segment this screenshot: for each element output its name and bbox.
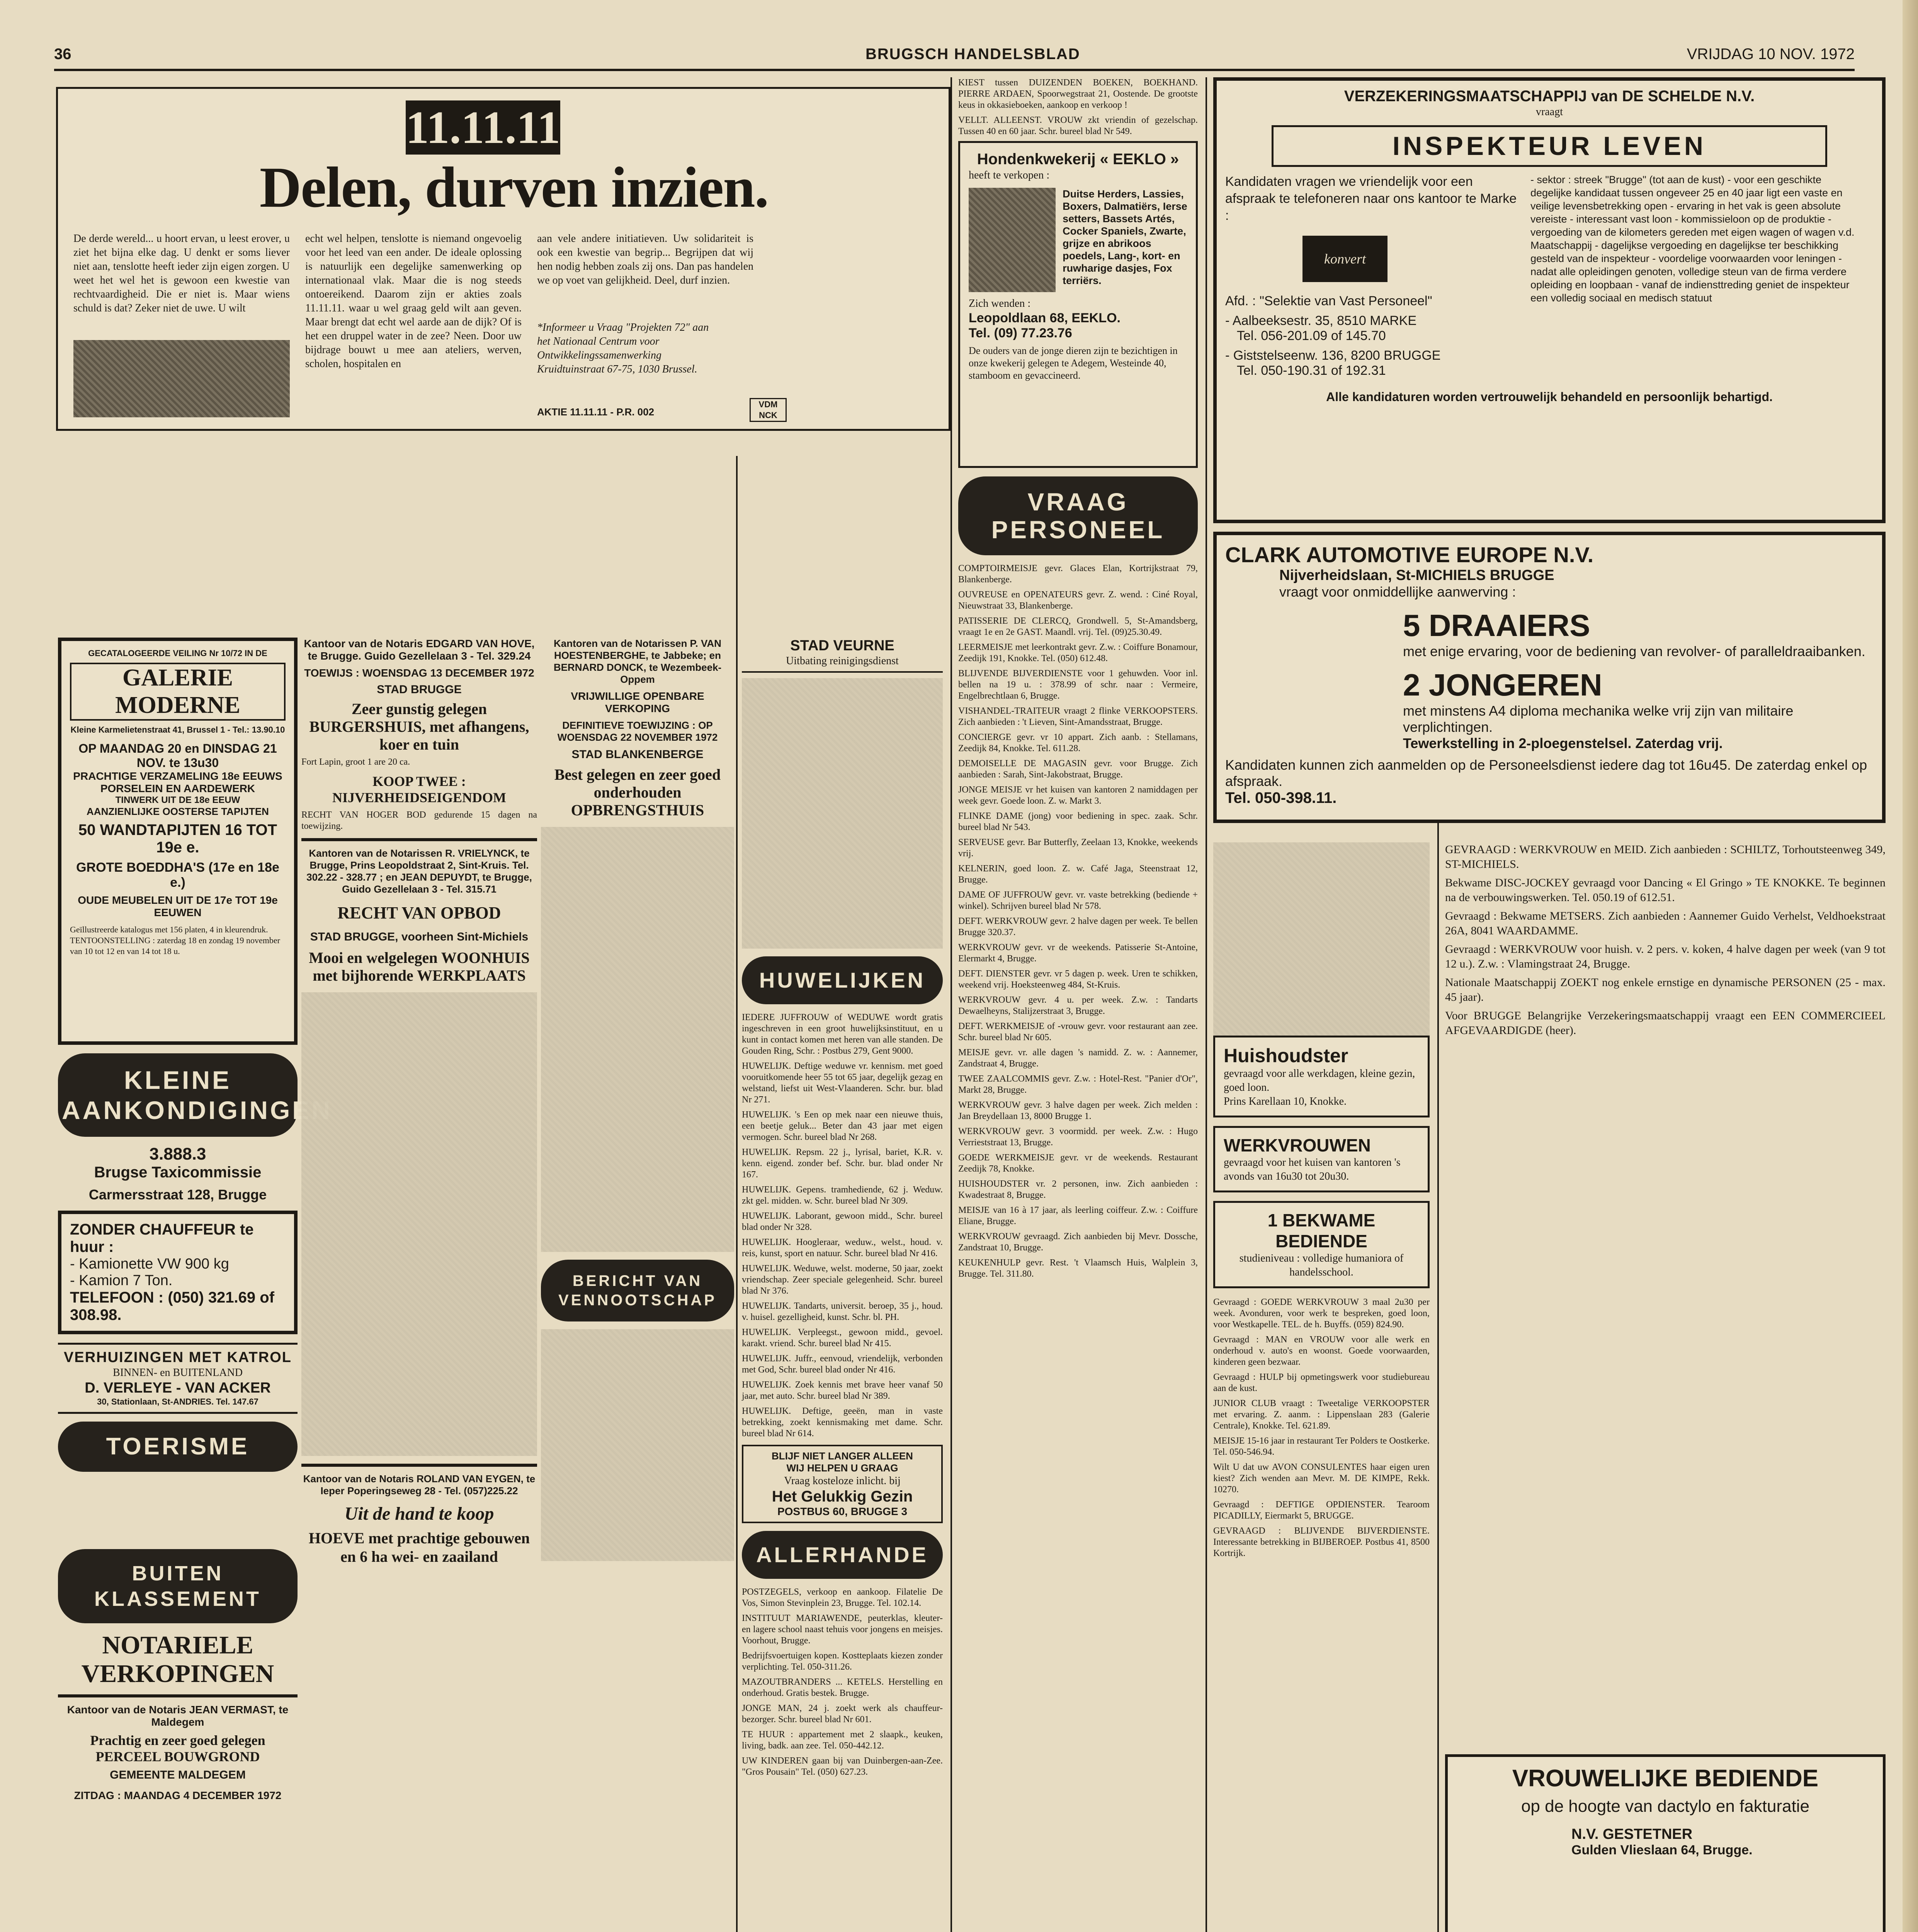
clark-footer: Kandidaten kunnen zich aanmelden op de Personeelsdienst iedere dag tot 16u45. De zaterdag enkel op afspraak.	[1225, 757, 1867, 789]
marriage-classified: HUWELIJK. Tandarts, universit. beroep, 35 j., houd. v. huisel. gezelligheid, kunst. Schr. bl. PH.	[742, 1301, 943, 1322]
clark-job-1: 5 DRAAIERS	[1403, 608, 1590, 643]
gelukkig-gezin-ad	[742, 1445, 943, 1523]
classified-item: WERKVROUW gevraagd. Zich aanbieden bij Mevr. Dossche, Zandstraat 10, Brugge.	[958, 1231, 1198, 1253]
misc-classified: JONGE MAN, 24 j. zoekt werk als chauffeur-bezorger. Schr. bureel blad Nr 601.	[742, 1703, 943, 1725]
classified-item: KEUKENHULP gevr. Rest. 't Vlaamsch Huis, Walplein 3, Brugge. Tel. 311.80.	[958, 1258, 1198, 1279]
section-banner-toerisme: TOERISME	[58, 1422, 298, 1472]
marriage-classified: HUWELIJK. Verpleegst., gewoon midd., gevoel. karakt. vriend. Schr. bureel blad Nr 415.	[742, 1327, 943, 1349]
galerie-line-8: OUDE MEUBELEN UIT DE 17e TOT 19e EEUWEN	[78, 894, 278, 918]
verhuizing-ad	[58, 1343, 298, 1414]
notary-industrial: KOOP TWEE : NIJVERHEIDSEIGENDOM	[332, 774, 507, 805]
galerie-moderne-ad	[58, 638, 298, 1045]
classified-item: SERVEUSE gevr. Bar Butterfly, Zeelaan 13, Knokke, weekends vrij.	[958, 837, 1198, 859]
galerie-line-4: TINWERK UIT DE 18e EEUW	[115, 795, 240, 805]
right-ad: Gevraagd : DEFTIGE OPDIENSTER. Tearoom PICADILLY, Eiermarkt 5, BRUGGE.	[1213, 1500, 1430, 1521]
taxi-number: 3.888.3	[149, 1145, 206, 1163]
schelde-footer: Alle kandidaturen worden vertrouwelijk behandeld en persoonlijk behartigd.	[1326, 390, 1773, 404]
feature-info: *Informeer u Vraag "Projekten 72" aan het Nationaal Centrum voor Ontwikkelingssamenwerking Kruidtuinstraat 67-75, 1030 Brussel.	[537, 321, 709, 375]
feature-text-col-2: echt wel helpen, tenslotte is niemand ongevoelig voor het leed van een ander. De ideale oplossing is natuurlijk een degelijke samenwerking op internationaal vlak. Maar die is nog steeds ontoereikend. Daarom zijn er akties zoals 11.11.11. waar u wel graag geld wilt aan geven. Maar brengt dat echt wel aarde aan de dijk? Of is het een druppel water in de zee? Neen. Door uw bijdrage bouwt u mee aan ateliers, werven, scholen, hospitalen en	[305, 233, 522, 370]
column-rule	[950, 77, 952, 1932]
misc-classified: MAZOUTBRANDERS ... KETELS. Herstelling en onderhoud. Gratis bestek. Brugge.	[742, 1677, 943, 1698]
gelukkig-name: Het Gelukkig Gezin	[772, 1488, 913, 1505]
gelukkig-line-1: BLIJF NIET LANGER ALLEEN	[772, 1450, 913, 1462]
werkvrouwen-title: WERKVROUWEN	[1224, 1135, 1371, 1155]
page-number: 36	[54, 46, 71, 63]
eeklo-breeds: Duitse Herders, Lassies, Boxers, Dalmatiërs, Ierse setters, Bassets Artés, Cocker Spaniels, Zwarte, grijze en abrikoos poedels, Lang-, kort- en ruwharige dasjes, Fox terriërs.	[1063, 188, 1187, 286]
galerie-line-1: OP MAANDAG 20 en DINSDAG 21 NOV. te 13u30	[78, 742, 277, 770]
schelde-phone-1: Tel. 056-201.09 of 145.70	[1237, 328, 1386, 343]
feature-text-col-3: aan vele andere initiatieven. Uw solidariteit is ook een kwestie van begrip... Begrijpen dat wij hen nodig hebben zoals zij ons. Dan pas handelen we op voet van gelijkheid. Deel, durf inzien.	[537, 233, 753, 286]
classified-item: LEERMEISJE met leerkontrakt gevr. Z.w. : Coiffure Bonamour, Zeedijk 191, Knokke. Tel. (050) 612.48.	[958, 642, 1198, 663]
galerie-top: GECATALOGEERDE VEILING Nr 10/72 IN DE	[88, 648, 267, 658]
eeklo-phone: Tel. (09) 77.23.76	[969, 326, 1072, 340]
vrouwelijke-bediende-text: op de hoogte van dactylo en fakturatie	[1521, 1797, 1810, 1816]
notary-blankenberge: STAD BLANKENBERGE	[571, 748, 704, 761]
clark-automotive-ad	[1213, 532, 1886, 823]
marriage-classified: HUWELIJK. Repsm. 22 j., lyrisal, bariet, K.R. v. kenn. eigend. zonder bef. Schr. bur. blad onder Nr 167.	[742, 1147, 943, 1180]
right-ad: GEVRAAGD : WERKVROUW en MEID. Zich aanbieden : SCHILTZ, Torhoutsteenweg 349, ST-MICHIELS.	[1445, 843, 1886, 871]
vrouwelijke-bediende-ad	[1445, 1754, 1886, 1932]
marriage-classified: HUWELIJK. 's Een op mek naar een nieuwe thuis, een beetje geluk... Beter dan 43 jaar met eigen vermogen. Schr. bureel blad Nr 268.	[742, 1110, 943, 1142]
notariele-verkopingen-title: NOTARIELE VERKOPINGEN	[81, 1631, 274, 1688]
notary-hoeve: HOEVE met prachtige gebouwen en 6 ha wei- en zaailand	[308, 1529, 530, 1565]
column-right-b	[1445, 842, 1886, 1190]
right-ad: Bekwame DISC-JOCKEY gevraagd voor Dancing « El Gringo » TE KNOKKE. Te beginnen na de verbouwingswerken. Tel. 050.19 of 612.51.	[1445, 876, 1886, 904]
classified-vellt: VELLT. ALLEENST. VROUW zkt vriendin of gezelschap. Tussen 40 en 60 jaar. Schr. bureel blad Nr 549.	[958, 115, 1198, 136]
notary-vrielynck: Kantoren van de Notarissen R. VRIELYNCK, te Brugge, Prins Leopoldstraat 2, Sint-Kruis. Tel. 302.22 - 328.77 ; en JEAN DEPUYDT, te Brugge, Guido Gezellelaan 3 - Tel. 315.71	[306, 847, 532, 895]
classified-item: CONCIERGE gevr. vr 10 appart. Zich aanb. : Stellamans, Zeedijk 84, Knokke. Tel. 611.28.	[958, 732, 1198, 753]
notary-van-hove: Kantoor van de Notaris EDGARD VAN HOVE, te Brugge. Guido Gezellelaan 3 - Tel. 329.24	[304, 638, 535, 662]
clark-job-2: 2 JONGEREN	[1403, 668, 1602, 702]
stad-veurne-fine-print	[742, 678, 943, 949]
column-notaries	[301, 638, 537, 1932]
gestetner-address: Gulden Vlieslaan 64, Brugge.	[1571, 1843, 1753, 1857]
notary-definitieve: DEFINITIEVE TOEWIJZING : OP WOENSDAG 22 NOVEMBER 1972	[557, 719, 718, 743]
column-right-a	[1213, 842, 1430, 1932]
section-banner-buiten-klassement: BUITEN KLASSEMENT	[58, 1549, 298, 1623]
notary-vrijwillige: VRIJWILLIGE OPENBARE VERKOPING	[571, 690, 704, 714]
classified-item: VISHANDEL-TRAITEUR vraagt 2 flinke VERKOOPSTERS. Zich aanbieden : 't Lieven, Sint-Amandsstraat, Brugge.	[958, 706, 1198, 727]
marriage-classified: HUWELIJK. Hoogleraar, weduw., welst., houd. v. reis, kunst, sport en natuur. Schr. bureel blad Nr 416.	[742, 1237, 943, 1259]
stad-veurne-title: STAD VEURNE	[790, 638, 894, 654]
right-ad: Gevraagd : MAN en VROUW voor alle werk en onderhoud v. auto's en woonst. Goede voorwaarden, kinderen geen bezwaar.	[1213, 1335, 1430, 1367]
notary-session-date: ZITDAG : MAANDAG 4 DECEMBER 1972	[74, 1789, 282, 1801]
notary-city: STAD BRUGGE	[377, 683, 462, 696]
notary-fine-print	[541, 827, 734, 1252]
schelde-job-title: INSPEKTEUR LEVEN	[1272, 125, 1827, 167]
column-rule	[1206, 77, 1207, 1932]
werkvrouwen-ad	[1213, 1126, 1430, 1192]
classified-item: PATISSERIE DE CLERCQ, Grondwell. 5, St-Amandsberg, vraagt 1e en 2e GAST. Maandl. vrij. Tel. (09)25.30.49.	[958, 616, 1198, 637]
newspaper-title: BRUGSCH HANDELSBLAD	[865, 46, 1080, 63]
classified-item: WERKVROUW gevr. 3 voormidd. per week. Z.w. : Hugo Verrieststraat 13, Brugge.	[958, 1126, 1198, 1148]
clark-job-2-text: met minstens A4 diploma mechanika welke vrij zijn van militaire verplichtingen.	[1403, 703, 1794, 735]
galerie-line-6: 50 WANDTAPIJTEN 16 TOT 19e e.	[78, 821, 277, 856]
schelde-vraagt: vraagt	[1536, 106, 1563, 118]
center-subcolumn-b	[742, 638, 943, 1782]
classified-item: KELNERIN, goed loon. Z. w. Café Jaga, Steenstraat 12, Brugge.	[958, 864, 1198, 885]
huishoudster-text: gevraagd voor alle werkdagen, kleine gezin, goed loon.	[1224, 1068, 1415, 1094]
taxi-name: Brugse Taxicommissie	[94, 1164, 262, 1181]
classified-item: DEFT. DIENSTER gevr. vr 5 dagen p. week. Uren te schikken, weekend vrij. Hoeksteenweg 484, St-Kruis.	[958, 969, 1198, 990]
feature-code: AKTIE 11.11.11 - P.R. 002	[537, 406, 655, 418]
misc-classified: POSTZEGELS, verkoop en aankoop. Filatelie De Vos, Simon Stevinplein 23, Brugge. Tel. 102.14.	[742, 1587, 943, 1608]
misc-classified: Bedrijfsvoertuigen kopen. Kostteplaats kiezen zonder verplichting. Tel. 050-311.26.	[742, 1651, 943, 1672]
classified-item: WERKVROUW gevr. vr de weekends. Patisserie St-Antoine, Elermarkt 4, Brugge.	[958, 942, 1198, 964]
misc-classified: UW KINDEREN gaan bij van Duinbergen-aan-Zee. "Gros Pousain" Tel. (050) 627.23.	[742, 1756, 943, 1777]
notary-uit-de-hand: Uit de hand te koop	[344, 1503, 494, 1524]
eeklo-footer: De ouders van de jonge dieren zijn te bezichtigen in onze kwekerij gelegen te Adegem, Westeinde 40, stamboom en gevaccineerd.	[969, 345, 1178, 381]
schelde-intro: Kandidaten vragen we vriendelijk voor een afspraak te telefoneren naar ons kantoor te Marke :	[1225, 174, 1517, 223]
feature-photo-children	[73, 340, 290, 417]
right-ad: MEISJE 15-16 jaar in restaurant Ter Polders te Oostkerke. Tel. 050-546.94.	[1213, 1436, 1430, 1457]
classified-item: DEFT. WERKVROUW gevr. 2 halve dagen per week. Te bellen Brugge 320.37.	[958, 916, 1198, 937]
classified-item: DEMOISELLE DE MAGASIN gevr. voor Brugge. Zich aanbieden : Sarah, Sint-Jakobstraat, Brugge.	[958, 759, 1198, 780]
company-notice-fine-print	[541, 1329, 734, 1561]
classified-item: COMPTOIRMEISJE gevr. Glaces Elan, Kortrijkstraat 79, Blankenberge.	[958, 563, 1198, 585]
page-fold-shadow	[1903, 0, 1918, 1932]
notary-sale-date: TOEWIJS : WOENSDAG 13 DECEMBER 1972	[304, 667, 534, 679]
classified-item: MEISJE van 16 à 17 jaar, als leerling coiffeur. Z.w. : Coiffure Eliane, Brugge.	[958, 1205, 1198, 1226]
notary-lot: Fort Lapin, groot 1 are 20 ca.	[301, 757, 410, 767]
issue-date: VRIJDAG 10 NOV. 1972	[1687, 46, 1855, 63]
chauffeur-line-1: ZONDER CHAUFFEUR te huur :	[70, 1221, 254, 1255]
vrouwelijke-bediende-title: VROUWELIJKE BEDIENDE	[1512, 1765, 1819, 1792]
schelde-conditions: - sektor : streek "Brugge" (tot aan de kust) - voor een geschikte degelijke kandidaat tussen ongeveer 25 en 40 jaar ligt een vaste en veilige levensbetrekking open - ervaring in het vak is geen absolute vereiste - interessant vast loon - kommissieloon op de produktie - vergoeding van de kilometers gereden met eigen wagen of wagen v.d. Maatschappij - dagelijkse vergoeding en dagelijkse ter beschikking gesteld van de inspekteur - voordelige voorwaarden voor leningen - nadat alle opleidingen genoten, volledige steun van de firma verdere opleiding en loopbaan - vanaf de indiensttreding geniet de inspekteur een volledig sociaal en medisch statuut	[1530, 174, 1855, 304]
huishoudster-address: Prins Karellaan 10, Knokke.	[1224, 1095, 1347, 1107]
verhuizing-sub: BINNEN- en BUITENLAND	[113, 1367, 243, 1379]
classifieds-fine-print	[1213, 842, 1430, 1036]
notary-woonhuis: Mooi en welgelegen WOONHUIS met bijhorende WERKPLAATS	[309, 949, 530, 984]
eeklo-address: Leopoldlaan 68, EEKLO.	[969, 311, 1121, 325]
right-ad: JUNIOR CLUB vraagt : Tweetalige VERKOOPSTER met ervaring. Z. aanm. : Lippenslaan 283 (Galerie Centrale), Knokke. Tel. 621.89.	[1213, 1398, 1430, 1431]
konvert-logo: konvert	[1302, 236, 1387, 282]
classified-item: FLINKE DAME (jong) voor bediening in spec. zaak. Schr. bureel blad Nr 543.	[958, 811, 1198, 832]
classified-item: OUVREUSE en OPENATEURS gevr. Z. wend. : Ciné Royal, Nieuwstraat 33, Blankenberge.	[958, 590, 1198, 611]
section-divider	[58, 1694, 298, 1697]
schelde-department: Afd. : "Selektie van Vast Personeel"	[1225, 294, 1432, 308]
clark-job-1-text: met enige ervaring, voor de bediening van revolver- of paralleldraaibanken.	[1403, 643, 1865, 659]
right-ad: GEVRAAGD : BLIJVENDE BIJVERDIENSTE. Interessante betrekking in BIJBEROEP. Postbus 41, 8500 Kortrijk.	[1213, 1526, 1430, 1558]
right-ad: Gevraagd : GOEDE WERKVROUW 3 maal 2u30 per week. Avonduren, voor werk te bespreken, goed loon, voor Westkapelle. TEL. de h. Buyffs. (059) 824.90.	[1213, 1297, 1430, 1330]
right-ad: Nationale Maatschappij ZOEKT nog enkele ernstige en dynamische PERSONEN (25 - max. 45 jaar).	[1445, 976, 1886, 1003]
classifieds-personnel-list	[958, 563, 1198, 1280]
section-banner-huwelijken: HUWELIJKEN	[742, 956, 943, 1004]
taxi-ad	[58, 1145, 298, 1203]
column-center	[541, 638, 947, 1932]
recht-van-opbod-title: RECHT VAN OPBOD	[337, 903, 501, 922]
marriage-classified: HUWELIJK. Gepens. tramhediende, 62 j. Weduw. zkt gel. midden. w. Schr. bureel blad Nr 309.	[742, 1185, 943, 1206]
classified-item: TWEE ZAALCOMMIS gevr. Z.w. : Hotel-Rest. "Panier d'Or", Markt 28, Brugge.	[958, 1074, 1198, 1095]
marriage-classified: HUWELIJK. Deftige weduwe vr. kennism. met goed vooruitkomende heer 55 tot 65 jaar, degelijk gezag en welstand, liefst uit West-Vlaanderen. Schr. bur. blad Nr 271.	[742, 1061, 943, 1105]
marriage-classified: IEDERE JUFFROUW of WEDUWE wordt gratis ingeschreven in een groot huwelijksinstituut, en u kunt in contact komen met heren van alle standen. De Gouden Ring, Schr. : Postbus 279, Gent 9000.	[742, 1012, 943, 1056]
galerie-line-7: GROTE BOEDDHA'S (17e en 18e e.)	[76, 860, 279, 890]
notary-house: Zeer gunstig gelegen BURGERSHUIS, met afhangens, koer en tuin	[309, 700, 529, 753]
notary-st-michiels: STAD BRUGGE, voorheen Sint-Michiels	[310, 930, 529, 943]
bediende-ad	[1213, 1201, 1430, 1288]
feature-stamp-small: VDM NCK	[750, 398, 787, 422]
dog-illustration	[969, 188, 1056, 292]
gestetner-name: N.V. GESTETNER	[1571, 1826, 1693, 1842]
schelde-phone-2: Tel. 050-190.31 of 192.31	[1237, 363, 1386, 378]
notary-hoger-bod: RECHT VAN HOGER BOD gedurende 15 dagen na toewijzing.	[301, 810, 537, 831]
marriage-classified: HUWELIJK. Deftige, geeën, man in vaste betrekking, zoekt kennismaking met dame. Schr. bureel blad Nr 614.	[742, 1406, 943, 1439]
classified-kiest: KIEST tussen DUIZENDEN BOEKEN, BOEKHAND. PIERRE ARDAEN, Spoorwegstraat 21, Oostende. De grootste keus in okkasieboeken, aankoop en verkoop !	[958, 78, 1198, 110]
werkvrouwen-text: gevraagd voor het kuisen van kantoren 's avonds van 16u30 tot 20u30.	[1224, 1156, 1401, 1182]
notary-plot: Prachtig en zeer goed gelegen PERCEEL BOUWGROND	[90, 1733, 265, 1764]
chauffeur-line-2: - Kamionette VW 900 kg	[70, 1256, 229, 1272]
clark-lead: vraagt voor onmiddellijke aanwerving :	[1279, 584, 1516, 600]
right-ad: Wilt U dat uw AVON CONSULENTES haar eigen uren kiest? Zich wenden aan Mevr. M. DE KIMPE, Rekk. 10270.	[1213, 1462, 1430, 1495]
classified-item: DEFT. WERKMEISJE of -vrouw gevr. voor restaurant aan zee. Schr. bureel blad Nr 605.	[958, 1021, 1198, 1043]
classified-item: WERKVROUW gevr. 3 halve dagen per week. Zich melden : Jan Breydellaan 13, 8000 Brugge 1.	[958, 1100, 1198, 1121]
schelde-insurance-ad	[1213, 77, 1886, 523]
column-left	[58, 638, 333, 1932]
center-subcolumn-a	[541, 638, 734, 1782]
marriage-classified: HUWELIJK. Zoek kennis met brave heer vanaf 50 jaar, met auto. Schr. bureel blad Nr 389.	[742, 1380, 943, 1401]
gelukkig-postbox: POSTBUS 60, BRUGGE 3	[777, 1505, 908, 1517]
chauffeur-ad	[58, 1211, 298, 1334]
section-banner-kleine-aankondigingen: KLEINE AANKONDIGINGEN	[58, 1053, 298, 1137]
clark-shift: Tewerkstelling in 2-ploegenstelsel. Zaterdag vrij.	[1403, 735, 1723, 751]
section-banner-allerhande: ALLERHANDE	[742, 1531, 943, 1579]
marriage-classified: HUWELIJK. Juffr., eenvoud, vriendelijk, verbonden met God, Schr. bureel blad onder Nr 416.	[742, 1354, 943, 1375]
right-ad: Voor BRUGGE Belangrijke Verzekeringsmaatschappij vraagt een EEN COMMERCIEEL AFGEVAARDIGDE (heer).	[1445, 1009, 1886, 1037]
clark-address: Nijverheidslaan, St-MICHIELS BRUGGE	[1279, 567, 1554, 583]
section-banner-vraag-personeel: VRAAG PERSONEEL	[958, 476, 1198, 555]
huishoudster-ad	[1213, 1036, 1430, 1117]
right-ad: Gevraagd : Bekwame METSERS. Zich aanbieden : Aannemer Guido Verhelst, Veldhoekstraat 26A, 8041 WAARDAMME.	[1445, 910, 1886, 937]
section-banner-bericht-van-vennootschap: BERICHT VAN VENNOOTSCHAP	[541, 1260, 734, 1321]
galerie-line-3: PORSELEIN EN AARDEWERK	[100, 782, 255, 794]
gelukkig-line-3: Vraag kosteloze inlicht. bij	[784, 1475, 901, 1487]
gelukkig-line-2: WIJ HELPEN U GRAAG	[786, 1462, 898, 1474]
marriage-classified: HUWELIJK. Laborant, gewoon midd., Schr. bureel blad onder Nr 328.	[742, 1211, 943, 1232]
column-middle-top	[958, 77, 1198, 1284]
eeklo-lead: heeft te verkopen :	[969, 169, 1050, 181]
feature-stamp: 11.11.11.	[406, 100, 560, 155]
chauffeur-line-3: - Kamion 7 Ton.	[70, 1272, 173, 1289]
verhuizing-address: 30, Stationlaan, St-ANDRIES. Tel. 147.67	[97, 1397, 258, 1406]
classified-item: BLIJVENDE BIJVERDIENSTE voor 1 gehuwden. Voor inl. bellen na 19 u. : 378.99 of schr. naar : Vermeire, Engelbrechtlaan 6, Brugge.	[958, 668, 1198, 701]
galerie-name: GALERIE MODERNE	[70, 663, 286, 721]
feature-ad-11-11-11	[56, 87, 950, 431]
bediende-title: 1 BEKWAME BEDIENDE	[1267, 1210, 1376, 1251]
classified-item: JONGE MEISJE vr het kuisen van kantoren 2 namiddagen per week gevr. Goede loon. Z. w. Markt 3.	[958, 785, 1198, 806]
stad-veurne-subtitle: Uitbating reinigingsdienst	[742, 654, 943, 673]
right-ad: Gevraagd : HULP bij opmetingswerk voor studiebureau aan de kust.	[1213, 1372, 1430, 1393]
notary-municipality: GEMEENTE MALDEGEM	[110, 1769, 246, 1781]
right-ad: Gevraagd : WERKVROUW voor huish. v. 2 pers. v. koken, 4 halve dagen per week (van 9 tot 12 u.). Z.w. : Vlamingstraat 24, Brugge.	[1445, 943, 1886, 970]
eeklo-kennel-ad	[958, 141, 1198, 468]
galerie-line-2: PRACHTIGE VERZAMELING 18e EEUWS	[73, 770, 282, 782]
classified-item: MEISJE gevr. vr. alle dagen 's namidd. Z. w. : Aannemer, Zandstraat 4, Brugge.	[958, 1048, 1198, 1069]
eeklo-title: Hondenkwekerij « EEKLO »	[977, 151, 1179, 168]
classified-item: HUISHOUDSTER vr. 2 personen, inw. Zich aanbieden : Kwadestraat 8, Brugge.	[958, 1179, 1198, 1200]
eeklo-contact-label: Zich wenden :	[969, 298, 1031, 310]
marriage-classified: HUWELIJK. Weduwe, welst. moderne, 50 jaar, zoekt vriendschap. Zeer speciale gelegenheid. Schr. bureel blad Nr 376.	[742, 1264, 943, 1296]
notary-fine-print	[301, 992, 537, 1456]
huishoudster-title: Huishoudster	[1224, 1045, 1348, 1066]
column-right-top	[1213, 77, 1886, 912]
taxi-address: Carmersstraat 128, Brugge	[88, 1187, 267, 1202]
misc-classified: TE HUUR : appartement met 2 slaapk., keuken, living, badk. aan zee. Tel. 050-442.12.	[742, 1730, 943, 1751]
galerie-line-5: AANZIENLIJKE OOSTERSE TAPIJTEN	[87, 806, 269, 817]
notary-opbrengsthuis: Best gelegen en zeer goed onderhouden OPBRENGSTHUIS	[554, 766, 721, 819]
misc-classified: INSTITUUT MARIAWENDE, peuterklas, kleuter- en lagere school naast tehuis voor jongens en meisjes. Voorhout, Brugge.	[742, 1613, 943, 1646]
galerie-address: Kleine Karmelietenstraat 41, Brussel 1 - Tel.: 13.90.10	[70, 725, 285, 735]
clark-company: CLARK AUTOMOTIVE EUROPE N.V.	[1225, 543, 1594, 567]
feature-headline: Delen, durven inzien.	[259, 155, 769, 219]
classified-item: GOEDE WERKMEISJE gevr. vr de weekends. Restaurant Zeedijk 78, Knokke.	[958, 1153, 1198, 1174]
galerie-footer: Geïllustreerde katalogus met 156 platen, 4 in kleurendruk. TENTOONSTELLING : zaterdag 18 en zondag 19 november van 10 tot 12 en van 14 tot 18 u.	[70, 925, 280, 956]
verhuizing-name: D. VERLEYE - VAN ACKER	[85, 1380, 271, 1396]
classified-item: DAME OF JUFFROUW gevr. vr. vaste betrekking (bediende + winkel). Schrijven bureel blad Nr 578.	[958, 890, 1198, 911]
clark-phone: Tel. 050-398.11.	[1225, 789, 1337, 806]
notary-van-hoestenberghe: Kantoren van de Notarissen P. VAN HOESTENBERGHE, te Jabbeke; en BERNARD DONCK, te Wezembeek-Oppem	[553, 638, 722, 685]
bediende-text: studieniveau : volledige humaniora of handelsschool.	[1239, 1252, 1404, 1278]
notary-vermast: Kantoor van de Notaris JEAN VERMAST, te Maldegem	[67, 1704, 289, 1728]
schelde-address-1: - Aalbeeksestr. 35, 8510 MARKE	[1225, 313, 1417, 328]
schelde-company: VERZEKERINGSMAATSCHAPPIJ van DE SCHELDE N.V.	[1344, 88, 1755, 105]
classified-item: WERKVROUW gevr. 4 u. per week. Z.w. : Tandarts Dewaelheyns, Stalijzerstraat 3, Brugge.	[958, 995, 1198, 1016]
page-header	[54, 46, 1855, 71]
verhuizing-title: VERHUIZINGEN MET KATROL	[64, 1349, 292, 1366]
feature-text-col-1: De derde wereld... u hoort ervan, u leest erover, u ziet het bijna elke dag. U denkt er soms liever niet aan, tenslotte heeft ieder zijn eigen zorgen. U weet het wel het is gewoon een kwestie van rechtvaardigheid. Die er niet is. Maar wiens schuld is dat? Zeker niet de uwe. U wilt	[73, 233, 290, 314]
section-divider	[301, 1464, 537, 1467]
schelde-address-2: - Giststelseenw. 136, 8200 BRUGGE	[1225, 348, 1441, 363]
chauffeur-phone: TELEFOON : (050) 321.69 of 308.98.	[70, 1289, 275, 1323]
section-divider	[301, 838, 537, 841]
notary-van-eygen: Kantoor van de Notaris ROLAND VAN EYGEN, te Ieper Poperingseweg 28 - Tel. (057)225.22	[303, 1473, 536, 1497]
